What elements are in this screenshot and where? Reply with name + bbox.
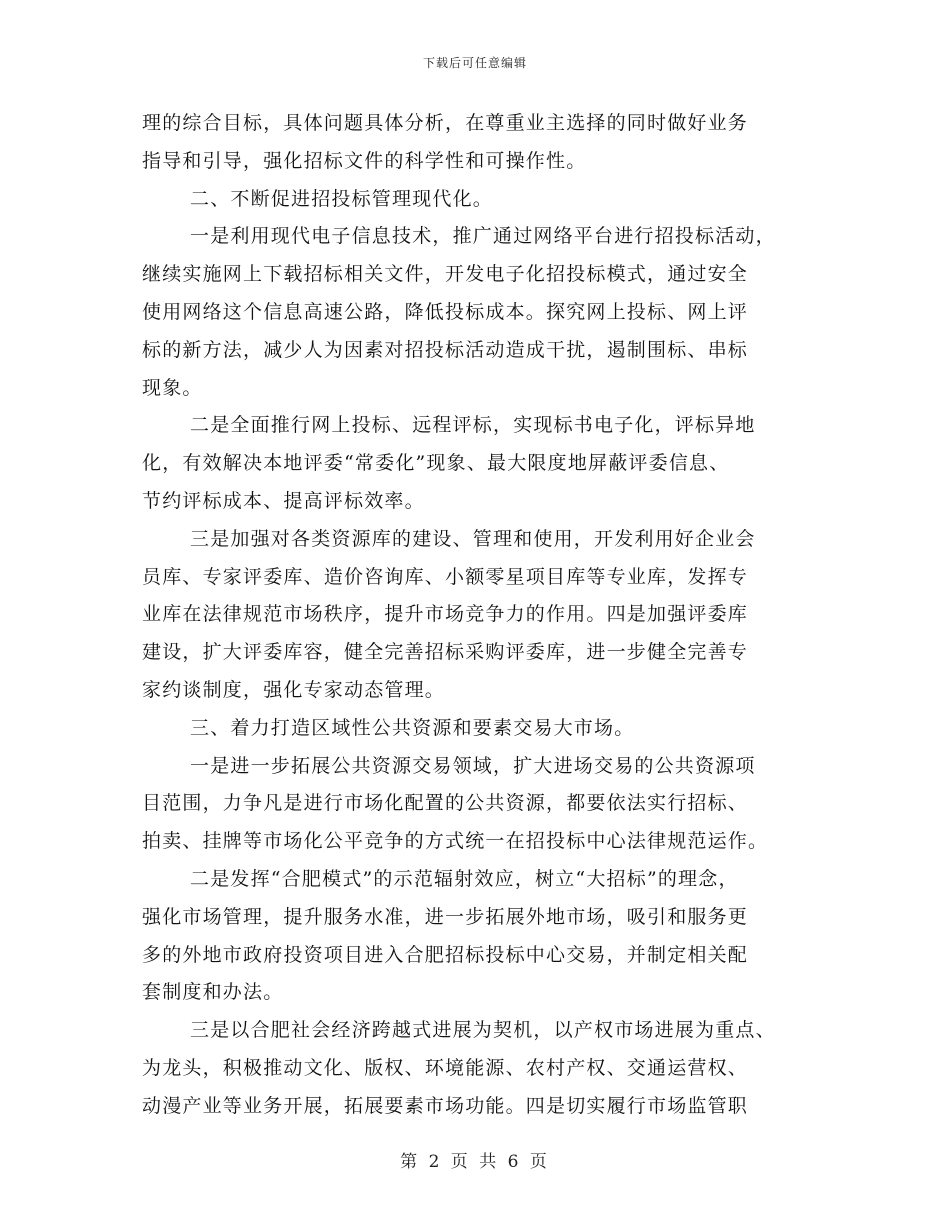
section-heading-2: 二、不断促进招投标管理现代化。 [190, 187, 494, 210]
text-line-5: 继续实施网上下载招标相关文件，开发电子化招投标模式，通过安全 [142, 263, 749, 286]
text-line-26: 为龙头，积极推动文化、版权、环境能源、农村产权、交通运营权、 [142, 1056, 749, 1079]
text-line-1: 理的综合目标，具体问题具体分析，在尊重业主选择的同时做好业务 [142, 112, 749, 134]
text-line-16: 家约谈制度，强化专家动态管理。 [142, 678, 446, 701]
text-line-18: 一是进一步拓展公共资源交易领域，扩大进场交易的公共资源项 [190, 754, 756, 777]
text-line-10: 化，有效解决本地评委“常委化”现象、最大限度地屏蔽评委信息、 [142, 452, 730, 475]
document-body [142, 105, 808, 1126]
text-line-4: 一是利用现代电子信息技术，推广通过网络平台进行招投标活动， [190, 225, 776, 248]
text-line-2: 指导和引导，强化招标文件的科学性和可操作性。 [142, 149, 587, 172]
section-heading-3: 三、着力打造区域性公共资源和要素交易大市场。 [190, 716, 635, 739]
text-line-11: 节约评标成本、提高评标效率。 [142, 489, 425, 512]
text-line-22: 强化市场管理，提升服务水准，进一步拓展外地市场，吸引和服务更 [142, 905, 749, 928]
text-line-7: 标的新方法，减少人为因素对招投标活动造成干扰，遏制围标、串标 [142, 338, 749, 361]
text-line-20: 拍卖、挂牌等市场化公平竞争的方式统一在招投标中心法律规范运作。 [142, 830, 769, 853]
text-line-12: 三是加强对各类资源库的建设、管理和使用，开发利用好企业会 [190, 527, 756, 550]
text-line-25: 三是以合肥社会经济跨越式进展为契机，以产权市场进展为重点、 [190, 1019, 776, 1042]
page-number-footer: 第 2 页 共 6 页 [400, 1152, 550, 1172]
text-line-27: 动漫产业等业务开展，拓展要素市场功能。四是切实履行市场监管职 [142, 1094, 749, 1117]
text-line-15: 建设，扩大评委库容，健全完善招标采购评委库，进一步健全完善专 [142, 641, 749, 664]
text-line-24: 套制度和办法。 [142, 981, 284, 1004]
text-line-13: 员库、专家评委库、造价咨询库、小额零星项目库等专业库，发挥专 [142, 565, 749, 588]
page-header: 下载后可任意编辑 [422, 56, 527, 70]
text-line-6: 使用网络这个信息高速公路，降低投标成本。探究网上投标、网上评 [142, 300, 749, 323]
text-line-19: 目范围，力争凡是进行市场化配置的公共资源，都要依法实行招标、 [142, 792, 749, 815]
text-line-14: 业库在法律规范市场秩序，提升市场竞争力的作用。四是加强评委库 [142, 603, 749, 626]
text-line-21: 二是发挥“合肥模式”的示范辐射效应，树立“大招标”的理念， [190, 867, 739, 890]
text-line-9: 二是全面推行网上投标、远程评标，实现标书电子化，评标异地 [190, 414, 756, 437]
text-line-8: 现象。 [142, 376, 203, 399]
text-line-23: 多的外地市政府投资项目进入合肥招标投标中心交易，并制定相关配 [142, 943, 749, 966]
